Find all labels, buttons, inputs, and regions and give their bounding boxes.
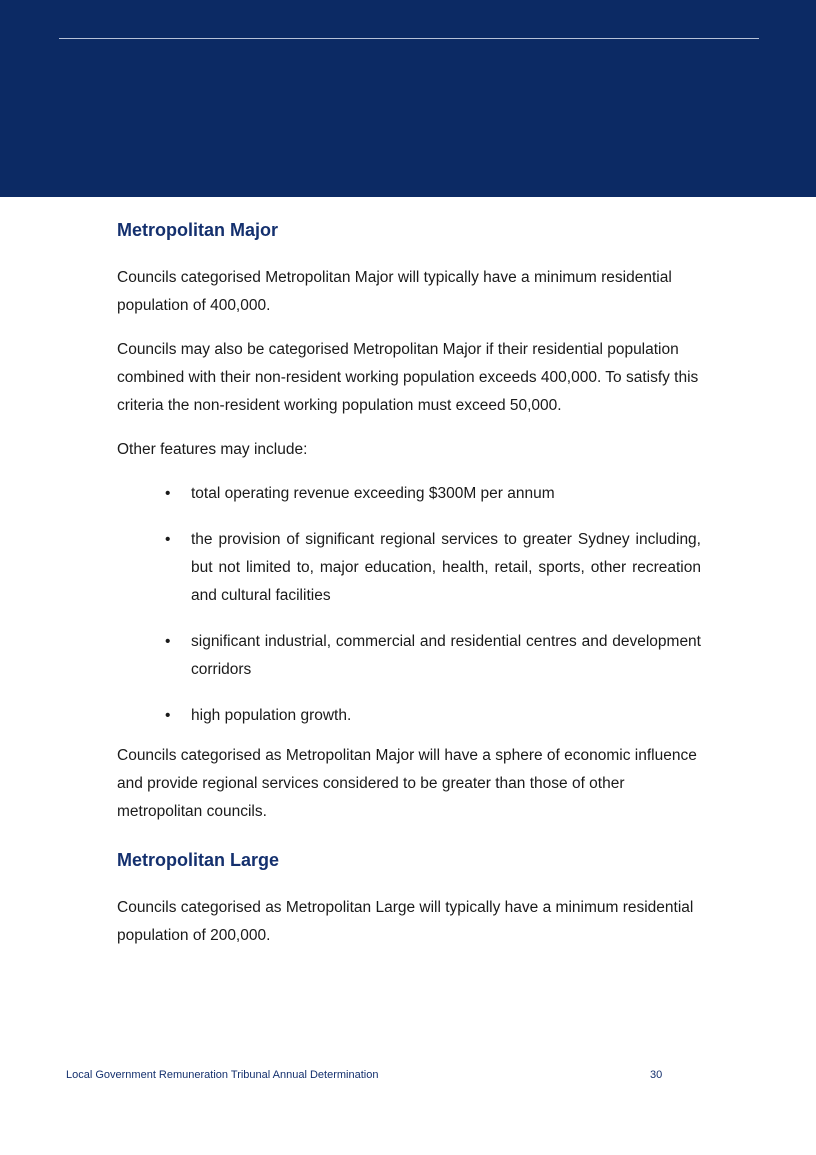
footer-document-title: Local Government Remuneration Tribunal Annual Determination	[66, 1069, 379, 1081]
list-item	[117, 480, 701, 508]
list-item	[117, 526, 701, 610]
bullet-icon: •	[165, 531, 171, 548]
list-item-text: high population growth.	[191, 707, 352, 724]
paragraph-sphere-of-influence: Councils categorised as Metropolitan Major will have a sphere of economic influence and provide regional services considered to be greater than those of other metropolitan councils.	[117, 747, 697, 820]
features-list	[117, 480, 701, 730]
paragraph-large-minimum-population: Councils categorised as Metropolitan Large will typically have a minimum residential population of 200,000.	[117, 899, 694, 944]
header-rule	[59, 38, 759, 39]
paragraph-combined-population: Councils may also be categorised Metropolitan Major if their residential population combined with their non-resident working population exceeds 400,000. To satisfy this criteria the non-resident working population must exceed 50,000.	[117, 341, 699, 414]
list-item-text: significant industrial, commercial and residential centres and development corridors	[191, 633, 701, 678]
paragraph-minimum-population: Councils categorised Metropolitan Major will typically have a minimum residential population of 400,000.	[117, 269, 672, 314]
footer-page-number: 30	[650, 1069, 663, 1081]
bullet-icon: •	[165, 485, 171, 502]
header-band	[0, 0, 816, 197]
bullet-icon: •	[165, 707, 171, 724]
paragraph-other-features: Other features may include:	[117, 441, 308, 458]
section-heading-metropolitan-large: Metropolitan Large	[117, 850, 280, 870]
section-heading-metropolitan-major: Metropolitan Major	[117, 220, 278, 240]
bullet-icon: •	[165, 633, 171, 650]
list-item-text: the provision of significant regional services to greater Sydney including, but not limited to, major education, health, retail, sports, other recreation and cultural facilities	[191, 531, 701, 604]
list-item	[117, 628, 701, 684]
list-item-text: total operating revenue exceeding $300M per annum	[191, 485, 555, 502]
list-item	[117, 702, 701, 730]
page-content	[117, 216, 701, 950]
